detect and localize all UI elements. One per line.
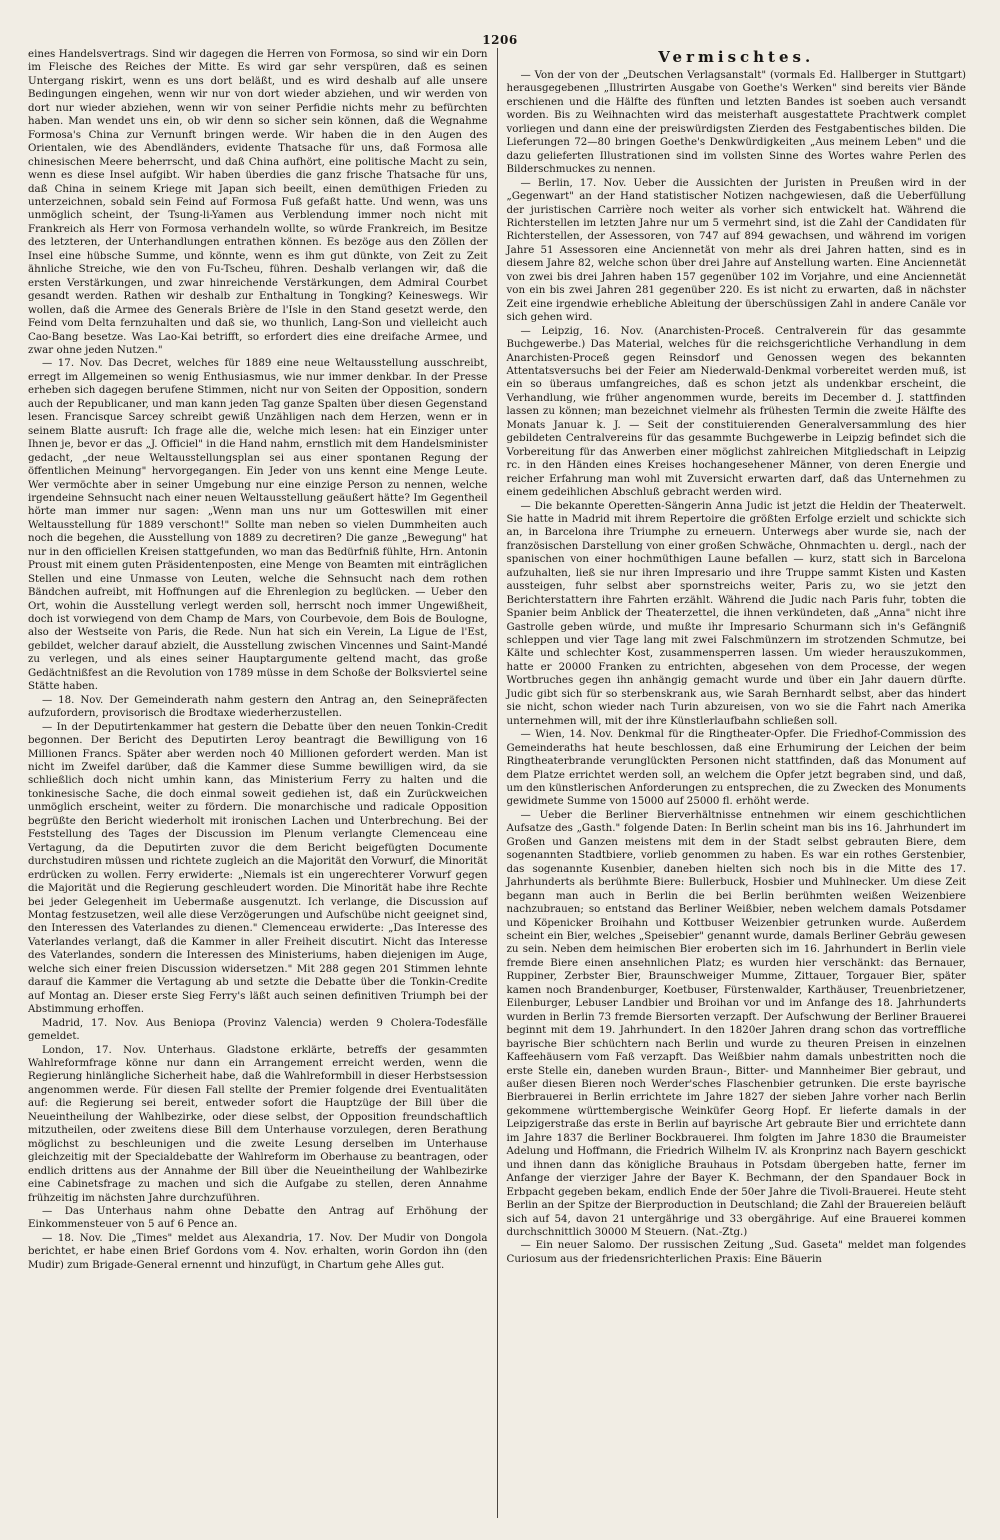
article-einkommensteuer: — Das Unterhaus nahm ohne Debatte den Antrag auf Erhöhung der Einkommensteuer von 5 auf 6 Pence an. [28,1204,488,1231]
article-neuer-salomo: — Ein neuer Salomo. Der russischen Zeitung „Sud. Gaseta" meldet man folgendes Curiosum aus der friedensrichterlichen Praxis: Eine Bäuerin [506,1239,966,1265]
left-column [28,48,497,1518]
article-anna-judic: — Die bekannte Operetten-Sängerin Anna Judic ist jetzt die Heldin der Theaterwelt. Sie hatte in Madrid mit ihrem Repertoire die größten Erfolge erzielt und schickte sich an, in Barcelona ihre Triumphe zu erneuern. Unterwegs aber wurde sie, nach der französischen Darstellung von einer großen Schwäche, Ohnmachten u. dergl., nach der spanischen von einer hochmüthigen Laune befallen — kurz, statt sich in Barcelona aufzuhalten, ließ sie nur ihren Impresario und ihre Truppe sammt Kisten und Kasten aussteigen, fuhr selbst aber spornstreichs weiter, Paris zu, wo sie jetzt den Berichterstattern ihre Fahrten erzählt. Während die Judic nach Paris fuhr, tobten die Spanier beim Anblick der Theaterzettel, die ihnen verkündeten, daß „Anna" nicht ihre Gastrolle geben würde, und mußte ihr Impresario Schurmann sich in's Gefängniß schleppen und vier Tage lang mit zwei Falschmünzern im strotzenden Schmutze, bei Kälte und schlechter Kost, zusammensperren lassen. Um wieder herauszukommen, hatte er 20000 Franken zu entrichten, abgesehen von dem Processe, der wegen Wortbruches gegen ihn anhängig gemacht wurde und über ein Jahr dauern dürfte. Judic gibt sich für so sterbenskrank aus, wie Sarah Bernhardt selbst, aber das hindert sie nicht, schon wieder nach Turin abzureisen, von wo sie die Fahrt nach Amerika unternehmen will, mit der ihre Künstlerlaufbahn schließen soll. [506,499,966,727]
article-berliner-bier: — Ueber die Berliner Bierverhältnisse entnehmen wir einem geschichtlichen Aufsatze des „Gasth." folgende Daten: In Berlin scheint man bis ins 16. Jahrhundert im Großen und Ganzen meistens mit dem in der Stadt selbst gebrauten Biere, dem sogenannten Stadtbiere, vorlieb genommen zu haben. Es war ein rothes Gerstenbier, das sogenannte Kusenbier, daneben hielten sich noch bis in die Mitte des 17. Jahrhunderts als berühmte Biere: Bullerbuck, Hosbier und Muhlnecker. Um diese Zeit begann man auch in Berlin die bei Berlin berühmten weißen Weizenbiere nachzubrauen; so entstand das Berliner Weißbier, neben welchem damals Potsdamer und Köpenicker Broihahn und Kottbuser Weizenbier getrunken wurde. Außerdem scheint ein Bier, welches „Speisebier" genannt wurde, damals Berliner Gebräu gewesen zu sein. Neben dem heimischen Bier eroberten sich im 16. Jahrhundert in Berlin viele fremde Biere einen ansehnlichen Platz; es wurden hier verschänkt: das Bernauer, Ruppiner, Zerbster Bier, Braunschweiger Mumme, Zittauer, Torgauer Bier, später kamen noch Brandenburger, Koetbuser, Fürstenwalder, Karthäuser, Treuenbrietzener, Eilenburger, Lebuser Landbier und Broihan vor und im Anfange des 18. Jahrhunderts wurden in Berlin 73 fremde Biersorten verzapft. Der Aufschwung der Berliner Brauerei beginnt mit dem 19. Jahrhundert. In den 1820er Jahren drang schon das vortreffliche bayrische Bier schüchtern nach Berlin und wurde zu theuren Preisen in einzelnen Kaffeehäusern vom Faß verzapft. Das Weißbier nahm damals unbestritten noch die erste Stelle ein, daneben wurden Braun-, Bitter- und Mannheimer Bier gebraut, und außer diesen Bieren noch Werder'sches Flaschenbier getrunken. Die erste bayrische Bierbrauerei in Berlin errichtete im Jahre 1827 der sieben Jahre vorher nach Berlin gekommene württembergische Weinküfer Georg Hopf. Er lieferte damals in der Leipzigerstraße das erste in Berlin auf bayrische Art gebraute Bier und errichtete dann im Jahre 1837 die Berliner Bockbrauerei. Ihm folgten im Jahre 1830 die Braumeister Adelung und Hoffmann, die Friedrich Wilhelm IV. als Kronprinz nach Bayern geschickt und ihnen dann das königliche Brauhaus in Potsdam übergeben hatte, ferner im Anfange der vierziger Jahre der Bayer K. Bechmann, der den Spandauer Bock in Erbpacht gegeben bekam, endlich Ende der 50er Jahre die Tivoli-Brauerei. Heute steht Berlin an der Spitze der Bierproduction in Deutschland; die Zahl der Brauereien beläuft sich auf 54, davon 21 untergährige und 33 obergährige. Auf eine Brauerei kommen durchschnittlich 30000 M Steuern. (Nat.-Ztg.) [506,808,966,1238]
section-heading: Vermischtes. [658,48,815,66]
article-london-unterhaus: London, 17. Nov. Unterhaus. Gladstone erklärte, betreffs der gesammten Wahlreformfrage könne nur dann ein Arrangement erreicht werden, wenn die Regierung hinlängliche Sicherheit habe, daß die Wahlreformbill in dieser Herbstsession angenommen werde. Für diesen Fall stellte der Premier folgende drei Eventualitäten auf: die Regierung sei bereit, entweder sofort die Hauptzüge der Bill über die Neueintheilung der Wahlbezirke, oder diese selbst, der Opposition freundschaftlich mitzutheilen, oder zweitens diese Bill dem Unterhause vorzulegen, deren Berathung möglichst zu beschleunigen und die zweite Lesung derselben im Unterhause gleichzeitig mit der Specialdebatte der Wahlreform im Oberhause zu beantragen, oder endlich drittens aus der Annahme der Bill über die Neueintheilung der Wahlbezirke eine Cabinetsfrage zu machen und sich die Aufgabe zu stellen, deren Annahme frühzeitig im nächsten Jahre durchzuführen. [28,1043,488,1204]
article-brodtaxe: — 18. Nov. Der Gemeinderath nahm gestern den Antrag an, den Seinepräfecten aufzufordern, provisorisch die Brodtaxe wiederherzustellen. [28,693,488,720]
article-wien-ringtheater: — Wien, 14. Nov. Denkmal für die Ringtheater-Opfer. Die Friedhof-Commission des Gemeinderaths hat heute beschlossen, daß eine Erhumirung der Leichen der beim Ringtheaterbrande verunglückten Personen nicht stattfinden, daß das Monument auf dem Platze errichtet werden soll, an welchem die Opfer jetzt begraben sind, und daß, um den künstlerischen Anforderungen zu entsprechen, die zu Zwecken des Monuments gewidmete Summe von 15000 auf 25000 fl. erhöht werde. [506,728,966,808]
article-tonkin-credit: — In der Deputirtenkammer hat gestern die Debatte über den neuen Tonkin-Credit begonnen. Der Bericht des Deputirten Leroy beantragt die Bewilligung von 16 Millionen Francs. Später aber werden noch 40 Millionen gefordert werden. Man ist nicht im Zweifel darüber, daß die Kammer diese Summe bewilligen wird, da sie schließlich doch nicht umhin kann, das Ministerium Ferry zu halten und die tonkinesische Sache, die doch einmal soweit gediehen ist, daß ein Zurückweichen unmöglich erscheint, weiter zu fördern. Die monarchische und radicale Opposition begrüßte den Bericht wiederholt mit ironischen Lachen und Unterbrechung. Bei der Feststellung des Tages der Discussion im Plenum verlangte Clemenceau eine Vertagung, da die Deputirten zuvor die dem Bericht beigefügten Documente durchstudiren müssen und richtete zugleich an die Majorität den Vorwurf, die Minorität erdrücken zu wollen. Ferry erwiderte: „Niemals ist ein ungerechterer Vorwurf gegen die Majorität und die Regierung geschleudert worden. Die Minorität habe ihre Rechte bei jeder Gelegenheit im Uebermaße ausgenutzt. Ich verlange, die Discussion auf Montag festzusetzen, weil alle diese Verzögerungen und Aufschübe nicht geeignet sind, den Interessen des Vaterlandes zu dienen." Clemenceau erwiderte: „Das Interesse des Vaterlandes verlangt, daß die Kammer in aller Freiheit discutirt. Nicht das Interesse des Vaterlandes, sondern die Interessen des Ministeriums, haben diejenigen im Auge, welche sich einer freien Discussion widersetzen." Mit 288 gegen 201 Stimmen lehnte darauf die Kammer die Vertagung ab und setzte die Debatte über die Tonkin-Credite auf Montag an. Dieser erste Sieg Ferry's läßt auch seinen definitiven Triumph bei der Abstimmung erhoffen. [28,720,488,1016]
article-times-alexandria: — 18. Nov. Die „Times" meldet aus Alexandria, 17. Nov. Der Mudir von Dongola berichtet, er habe einen Brief Gordons vom 4. Nov. erhalten, worin Gordon ihn (den Mudir) zum Brigade-General ernennt und hinzufügt, in Chartum gehe Alles gut. [28,1231,488,1271]
article-leipzig-anarchisten: — Leipzig, 16. Nov. (Anarchisten-Proceß. Centralverein für das gesammte Buchgewerbe.) Das Material, welches für die reichsgerichtliche Verhandlung in dem Anarchisten-Proceß gegen Reinsdorf und Genossen wegen des bekannten Attentatsversuchs bei der Feier am Niederwald-Denkmal vorbereitet werden muß, ist ein so überaus umfangreiches, daß es schon jetzt als undenkbar erscheint, die Verhandlung, wie früher angenommen wurde, bereits im December d. J. stattfinden lassen zu können; man bezeichnet vielmehr als frühesten Termin die zweite Hälfte des Monats Januar k. J. — Seit der constituierenden Generalversammlung des hier gebildeten Centralvereins für das gesammte Buchgewerbe in Leipzig befindet sich die Vorbereitung für das Anwerben einer möglichst zahlreichen Mitgliedschaft in Leipzig rc. in den Händen eines Kreises hochangesehener Männer, von deren Energie und reicher Erfahrung man wohl mit Zuversicht erwarten darf, daß das Unternehmen zu einem gedeihlichen Abschluß gebracht werden wird. [506,324,966,499]
article-goethe-ausgabe: — Von der von der „Deutschen Verlagsanstalt" (vormals Ed. Hallberger in Stuttgart) herausgegebenen „Illustrirten Ausgabe von Goethe's Werken" sind bereits vier Bände erschienen und die Hälfte des fünften und letzten Bandes ist soeben auch versandt worden. Bis zu Weihnachten wird das meisterhaft ausgestattete Prachtwerk complet vorliegen und dann eine der preiswürdigsten Zierden des Festgabentisches bilden. Die Lieferungen 72—80 bringen Goethe's Denkwürdigkeiten „Aus meinem Leben" und die dazu gelieferten Illustrationen sind im vollsten Sinne des Wortes wahre Perlen des Bilderschmuckes zu nennen. [506,69,966,176]
article-formosa: eines Handelsvertrags. Sind wir dagegen die Herren von Formosa, so sind wir ein Dorn im Fleische des Reiches der Mitte. Es wird gar sehr verspüren, daß es seinen Untergang riskirt, wenn es uns dort beläßt, und es wird deshalb auf alle unsere Bedingungen eingehen, wenn wir nur von dort wieder abziehen, und wir werden von dort nur wieder abziehen, wenn wir von seiner Perfidie nichts mehr zu befürchten haben. Man wendet uns ein, ob wir denn so sicher sein können, daß die Wegnahme Formosa's China zur Vernunft bringen werde. Wir haben die in den Augen des Orientalen, wie des Abendländers, evidente Thatsache für uns, daß Formosa alle chinesischen Meere beherrscht, und daß China aufhört, eine politische Macht zu sein, wenn es diese Insel aufgibt. Wir haben überdies die ganz frische Thatsache für uns, daß China in seinem Kriege mit Japan sich beeilt, einen demüthigen Frieden zu unterzeichnen, sobald sein Feind auf Formosa Fuß gefaßt hatte. Und wenn, was uns unmöglich scheint, der Tsung-li-Yamen aus Verblendung immer noch nicht mit Frankreich als Herr von Formosa verhandeln wollte, so würde Frankreich, im Besitze des letzteren, der Unterhandlungen entrathen können. Es bezöge aus den Zöllen der Insel eine hübsche Summe, und könnte, wenn es ihm gut dünkte, von Zeit zu Zeit ähnliche Streiche, wie den von Fu-Tscheu, führen. Deshalb verlangen wir, daß die ersten Verstärkungen, und zwar hinreichende Verstärkungen, dem Admiral Courbet gesandt werden. Rathen wir deshalb zur Enthaltung in Tongking? Keineswegs. Wir wollen, daß die Armee des Generals Brière de l'Isle in den Stand gesetzt werde, den Feind vom Delta fernzuhalten und daß sie, wo thunlich, Lang-Son und vielleicht auch Cao-Bang besetze. Was Lao-Kai betrifft, so erfordert dies eine dreifache Armee, und zwar ohne jeden Nutzen." [28,48,488,356]
article-weltausstellung: — 17. Nov. Das Decret, welches für 1889 eine neue Weltausstellung ausschreibt, erregt im Allgemeinen so wenig Enthusiasmus, wie nur immer denkbar. In der Presse erheben sich dagegen berufene Stimmen, nicht nur von Seiten der Opposition, sondern auch der Republicaner, und man kann jeden Tag ganze Spalten über diesen Gegenstand lesen. Francisque Sarcey schreibt gewiß Unzähligen nach dem Herzen, wenn er in seinem Blatte ausruft: Ich frage alle die, welche mich lesen: hat ein Einziger unter Ihnen je, bevor er das „J. Officiel" in die Hand nahm, ernstlich mit dem Handelsminister gedacht, „der neue Weltausstellungsplan sei aus einer spontanen Regung der öffentlichen Meinung" hervorgegangen. Ein Jeder von uns kennt eine Menge Leute. Wer vermöchte aber in seiner Umgebung nur eine einzige Person zu nennen, welche irgendeine Sehnsucht nach einer neuen Weltausstellung geäußert hätte? Im Gegentheil hörte man immer nur sagen: „Wenn man uns nur um Gotteswillen mit einer Weltausstellung für 1889 verschont!" Sollte man neben so vielen Dummheiten auch noch die begehen, die Ausstellung von 1889 zu decretiren? Die ganze „Bewegung" hat nur in den officiellen Kreisen stattgefunden, wo man das Bedürfniß fühlte, Hrn. Antonin Proust mit einem guten Präsidentenposten, eine Menge von Beamten mit einträglichen Stellen und eine Unmasse von Leuten, welche die Sehnsucht nach dem rothen Bändchen aufreibt, mit Hoffnungen auf die Ehrenlegion zu beglücken. — Ueber den Ort, wohin die Ausstellung verlegt werden soll, herrscht noch immer Ungewißheit, doch ist vorwiegend von dem Champ de Mars, von Courbevoie, dem Bois de Boulogne, also der Westseite von Paris, die Rede. Nun hat sich ein Verein, La Ligue de l'Est, gebildet, welcher darauf abzielt, die Ausstellung zwischen Vincennes und Saint-Mandé zu verlegen, und als eines seiner Hauptargumente geltend macht, das große Gedächtnißfest an die Revolution von 1789 müsse in dem Schoße der Bolksviertel seine Stätte haben. [28,357,488,693]
article-berlin-juristen: — Berlin, 17. Nov. Ueber die Aussichten der Juristen in Preußen wird in der „Gegenwart" an der Hand statistischer Notizen nachgewiesen, daß die Ueberfüllung der juristischen Carrière noch weiter als vorher sich entwickelt hat. Während die Richterstellen im letzten Jahre nur um 5 vermehrt sind, ist die Zahl der Candidaten für Richterstellen, der Assessoren, von 747 auf 894 gewachsen, und während im vorigen Jahre 51 Assessoren eine Anciennetät von mehr als drei Jahren hatten, sind es in diesem Jahre 82, welche schon über drei Jahre auf Anstellung warten. Eine Anciennetät von zwei bis drei Jahren haben 157 gegenüber 102 im Vorjahre, und eine Anciennetät von ein bis zwei Jahren 281 gegenüber 220. Es ist nicht zu erwarten, daß in nächster Zeit eine irgendwie erhebliche Ableitung der überschüssigen Zahl in andere Canäle vor sich gehen wird. [506,176,966,324]
right-column [498,48,967,1518]
columns [28,48,966,1518]
page-number: 1206 [482,33,518,47]
article-madrid: Madrid, 17. Nov. Aus Beniopa (Provinz Valencia) werden 9 Cholera-Todesfälle gemeldet. [28,1016,488,1043]
